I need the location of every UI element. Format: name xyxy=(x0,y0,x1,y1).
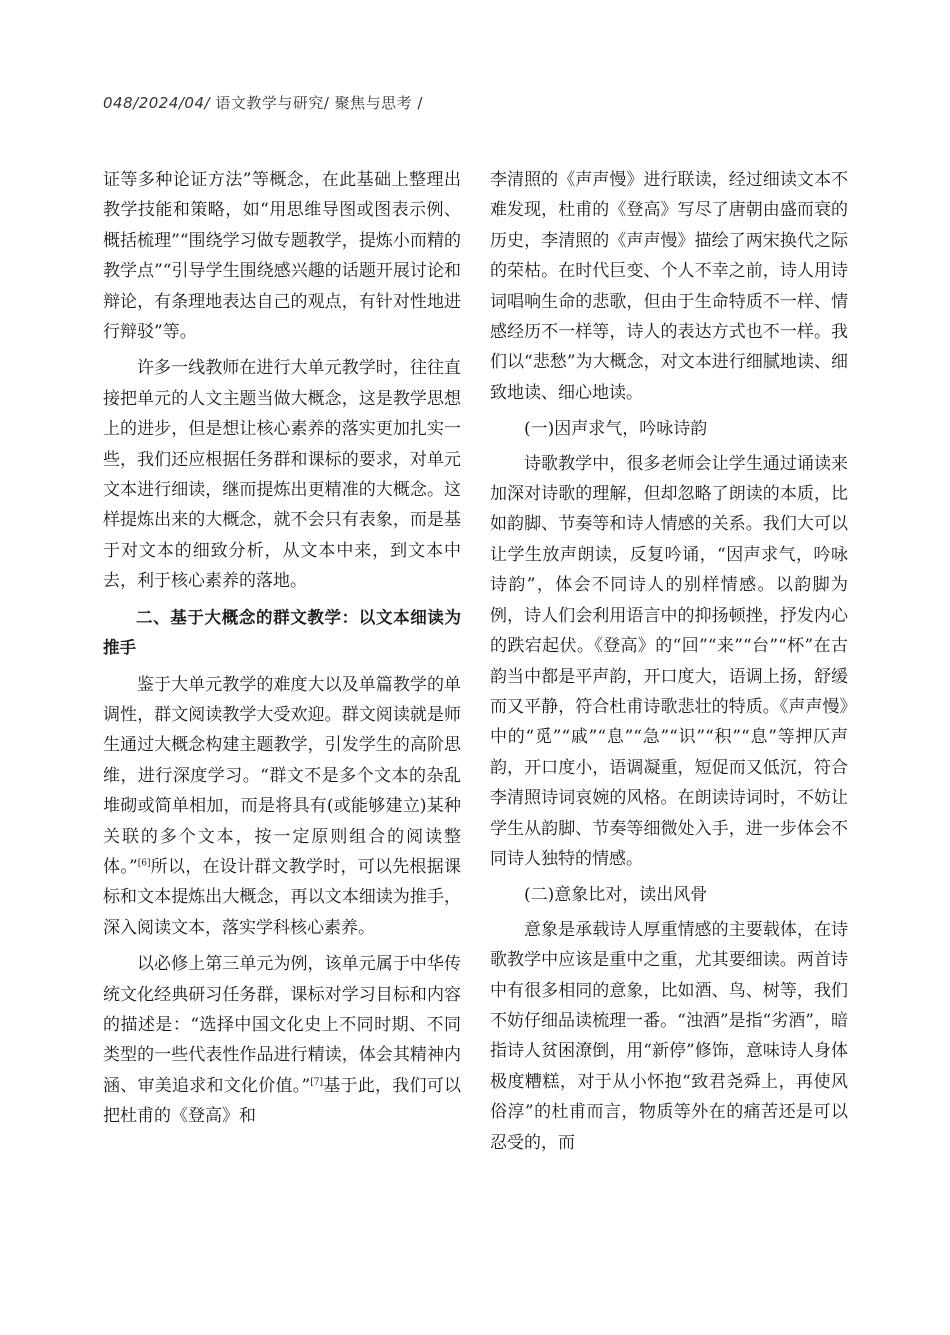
running-header xyxy=(103,92,863,113)
paragraph: 许多一线教师在进行大单元教学时，往往直接把单元的人文主题当做大概念，这是教学思想上的进步，但是想让核心素养的落实更加扎实一些，我们还应根据任务群和课标的要求，对单元文本进行细读，继而提炼出更精准的大概念。这样提炼出来的大概念，就不会只有表象，而是基于对文本的细致分析，从文本中来，到文本中去，利于核心素养的落地。 xyxy=(103,358,461,592)
citation-7: [7] xyxy=(310,1077,323,1088)
right-column xyxy=(490,165,848,1164)
left-column xyxy=(103,165,461,1138)
subsection-heading: (一)因声求气，吟咏诗韵 xyxy=(524,419,708,440)
section-heading: 二、基于大概念的群文教学：以文本细读为推手 xyxy=(103,607,461,658)
paragraph: 鉴于大单元教学的难度大以及单篇教学的单调性，群文阅读教学大受欢迎。群文阅读就是师生通过大概念构建主题教学，引发学生的高阶思维，进行深度学习。“群文不是多个文本的杂乱堆砌或简单相加，而是将具有(或能够建立)某种关联的多个文本，按一定原则组合的阅读整体。”[6]所以，在设计群文教学时，可以先根据课标和文本提炼出大概念，再以文本细读为推手，深入阅读文本，落实学科核心素养。 xyxy=(103,674,461,938)
subsection-heading: (二)意象比对，读出风骨 xyxy=(524,885,708,906)
citation-6: [6] xyxy=(137,858,151,869)
paragraph: 证等多种论证方法”等概念，在此基础上整理出教学技能和策略，如“用思维导图或图表示例、概括梳理”“围绕学习做专题教学，提炼小而精的教学点”“引导学生围绕感兴趣的话题开展讨论和辩论，有条理地表达自己的观点，有针对性地进行辩驳”等。 xyxy=(103,170,461,343)
paragraph: 以必修上第三单元为例，该单元属于中华传统文化经典研习任务群，课标对学习目标和内容的描述是：“选择中国文化史上不同时期、不同类型的一些代表性作品进行精读，体会其精神内涵、审美追求和文化价值。”[7]基于此，我们可以把杜甫的《登高》和 xyxy=(103,954,461,1127)
paragraph: 意象是承载诗人厚重情感的主要载体，在诗歌教学中应该是重中之重，尤其要细读。两首诗中有很多相同的意象，比如酒、鸟、树等，我们不妨仔细品读梳理一番。“浊酒”是指“劣酒”，暗指诗人贫困潦倒，用“新停”修饰，意味诗人身体极度糟糕，对于从小怀抱“致君尧舜上，再使风俗淳”的杜甫而言，物质等外在的痛苦还是可以忍受的，而 xyxy=(490,919,848,1153)
page-number: 048 xyxy=(103,94,134,112)
paragraph: 诗歌教学中，很多老师会让学生通过诵读来加深对诗歌的理解，但却忽略了朗读的本质，比如韵脚、节奏等和诗人情感的关系。我们大可以让学生放声朗读，反复吟诵，“因声求气，吟咏诗韵”，体会不同诗人的别样情感。以韵脚为例，诗人们会利用语言中的抑扬顿挫，抒发内心的跌宕起伏。《登高》的“回”“来”“台”“杯”在古韵当中都是平声韵，开口度大，语调上扬，舒缓而又平静，符合杜甫诗歌悲壮的特质。《声声慢》中的“觅”“戚”“息”“急”“识”“积”“息”等押仄声韵，开口度小，语调凝重，短促而又低沉，符合李清照诗词哀婉的风格。在朗读诗词时，不妨让学生从韵脚、节奏等细微处入手，进一步体会不同诗人独特的情感。 xyxy=(490,453,848,869)
paragraph: 李清照的《声声慢》进行联读，经过细读文本不难发现，杜甫的《登高》写尽了唐朝由盛而衰的历史，李清照的《声声慢》描绘了两宋换代之际的荣枯。在时代巨变、个人不幸之前，诗人用诗词唱响生命的悲歌，但由于生命特质不一样、情感经历不一样等，诗人的表达方式也不一样。我们以“悲愁”为大概念，对文本进行细腻地读、细致地读、细心地读。 xyxy=(490,170,848,403)
issue-date: /2024/04/ xyxy=(133,94,211,112)
journal-section: 语文教学与研究/ 聚焦与思考 / xyxy=(210,94,423,112)
